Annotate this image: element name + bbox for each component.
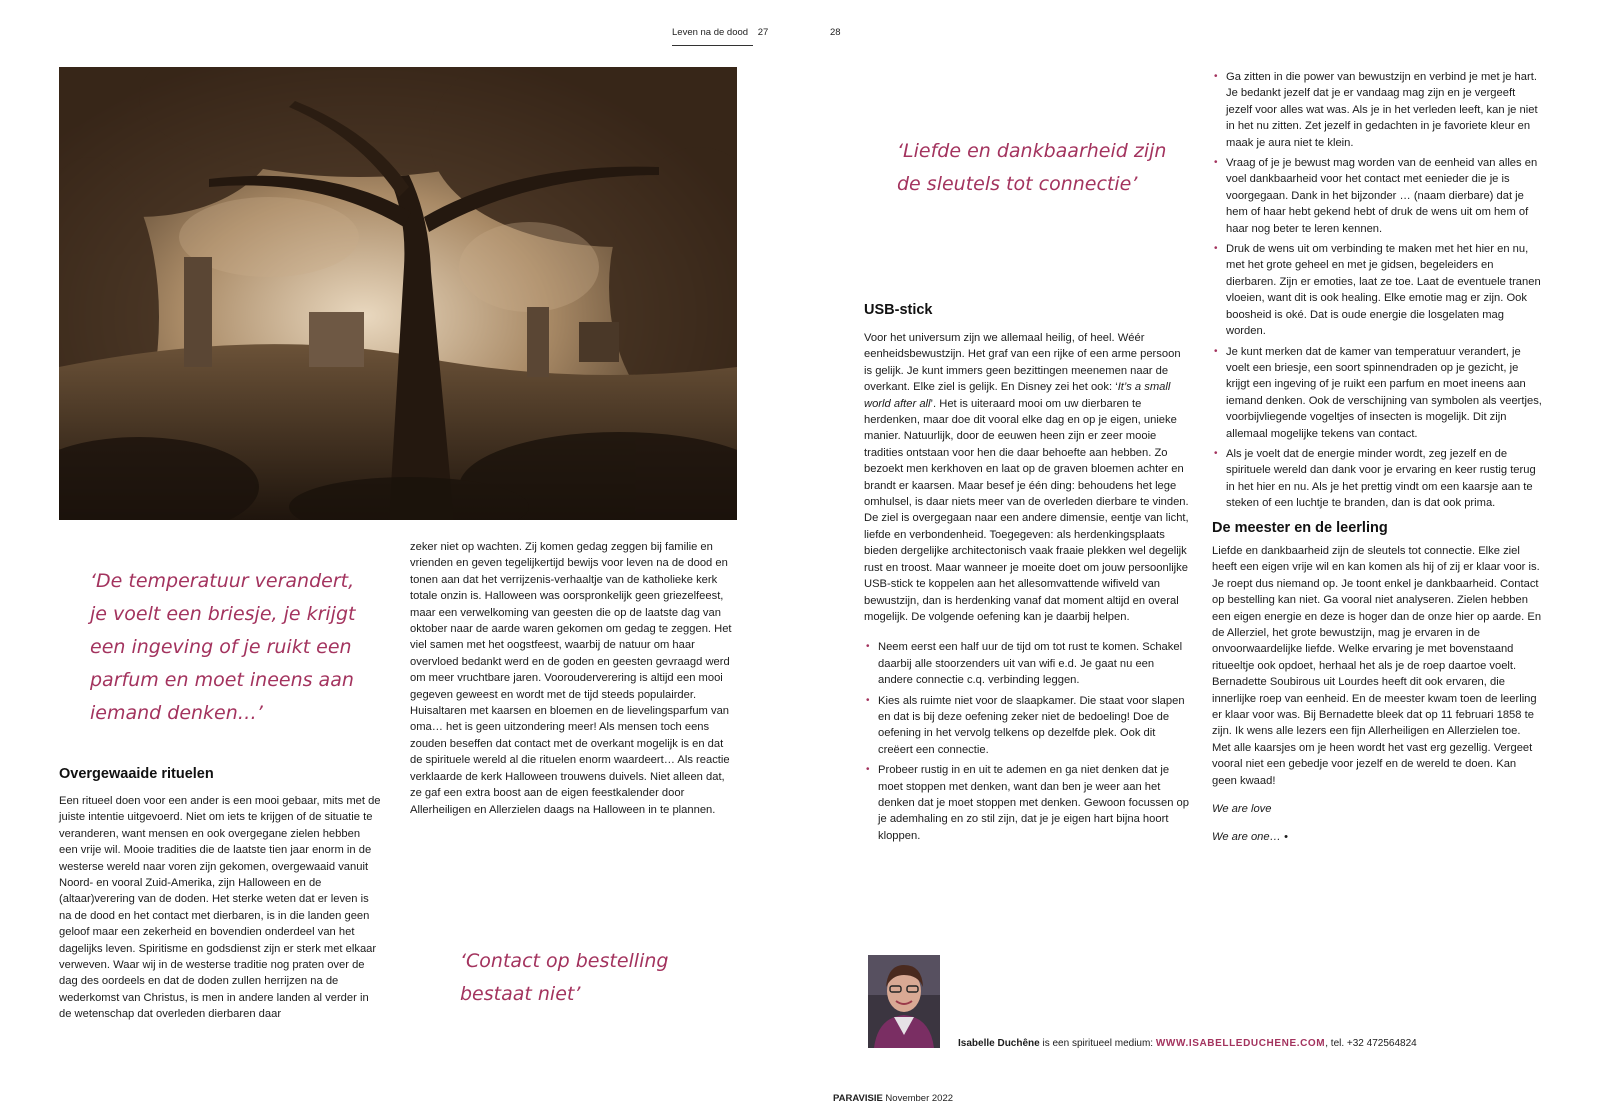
column-1-text <box>59 793 381 1023</box>
pull-quote-contact <box>460 945 668 1011</box>
italic-quote: It’s a small world after all <box>864 381 1171 410</box>
pull-quote-liefde <box>897 135 1166 201</box>
quote-line: parfum en moet ineens aan <box>90 669 354 691</box>
section-title: Leven na de dood <box>672 27 749 38</box>
quote-line: je voelt een briesje, je krijgt <box>90 603 356 625</box>
list-item: • Kies als ruimte niet voor de slaapkamer. Die staat voor slapen en dat is bij deze oefening zeker niet de bedoeling! Doe de oefening in het vervolg telkens op dezelfde plek. Ook dit creëert een connectie. <box>864 693 1190 759</box>
pull-quote-temperature <box>90 565 355 730</box>
photo-illustration <box>59 67 737 520</box>
column-4-text <box>1212 69 1542 846</box>
author-name: Isabelle Duchêne <box>958 1038 1040 1049</box>
quote-line: ‘De temperatuur verandert, <box>90 570 355 592</box>
list-item: • Ga zitten in die power van bewustzijn en verbind je met je hart. Je bedankt jezelf dat je er vandaag mag zijn en je vergeeft jezelf voor alles wat was. Als je in het verleden leeft, kan je niet in het nu zitten. Zet jezelf in gedachten in je favoriete kleur en maak je aura niet te klein. <box>1212 69 1542 151</box>
quote-line: iemand denken…’ <box>90 702 263 724</box>
page-number-left: 27 <box>757 27 769 38</box>
list-item: • Vraag of je je bewust mag worden van de eenheid van alles en voel dankbaarheid voor het contact met eenieder die je is voorgegaan. Dank in het bijzonder … (naam dierbare) dat je hem of haar hebt gekend hebt of druk de wens uit om hem of haar nog beter te leren kennen. <box>1212 155 1542 237</box>
avatar-illustration <box>868 955 940 1048</box>
author-credit <box>958 1038 1417 1049</box>
paragraph: Liefde en dankbaarheid zijn de sleutels tot connectie. Elke ziel heeft een eigen vrije wil en kan komen als hij of zij er klaar voor is. Je roept dus niemand op. Je toont enkel je dankbaarheid. Contact op bestelling kan niet. Ga vooral niet analyseren. Zielen hebben een eigen energie en deze is hoger dan de onze hier op aarde. En de Allerziel, het grote bewustzijn, mag je ervaren in de onvoorwaardelijke liefde. Welke ervaring je met bovenstaand ritueeltje ook opdoet, herhaal het als je de roep daartoe voelt. Bernadette Soubirous uit Lourdes heeft dit ook ervaren, die innerlijke roep van eenheid. En de meester kwam toen de leerling er klaar voor was. Bij Bernadette bleek dat op 11 februari 1858 te zijn. Ik wens alle lezers een fijn Allerheiligen en Allerzielen toe. Met alle kaarsjes om je heen wordt het vast erg gezellig. Vergeet vooral niet een gebedje voor jezelf en de wereld te doen. Kan geen kwaad! <box>1212 544 1542 787</box>
sign-off-love: We are love <box>1212 803 1272 816</box>
list-item: • Als je voelt dat de energie minder wordt, zeg jezelf en de spirituele wereld dan dank voor je ervaring en keer rustig terug in het hier en nu. Als je het prettig vindt om een kaarsje aan te steken of een luchtje te branden, dan is dat ook prima. <box>1212 446 1542 512</box>
author-phone: , tel. +32 472564824 <box>1325 1038 1417 1049</box>
exercise-list-a <box>864 639 1190 844</box>
exercise-list-b <box>1212 69 1542 512</box>
heading-usb-stick: USB-stick <box>864 302 933 318</box>
heading-meester-leerling: De meester en de leerling <box>1212 519 1388 536</box>
page-number-right: 28 <box>830 27 841 38</box>
list-item: • Druk de wens uit om verbinding te maken met het hier en nu, met het grote geheel en met je gidsen, begeleiders en dierbaren. Zijn er emoties, laat ze toe. Laat de eventuele tranen vloeien, want dit is ook healing. Elke emotie mag er zijn. Ook boosheid is oké. Dat is oude energie die losgelaten mag worden. <box>1212 241 1542 339</box>
running-header <box>672 27 768 38</box>
author-desc: is een spiritueel medium: <box>1039 1038 1156 1049</box>
heading-overgewaaide-rituelen: Overgewaaide rituelen <box>59 766 214 782</box>
column-3-text <box>864 330 1190 848</box>
end-mark: • <box>1283 831 1288 844</box>
sign-off-text: We are one… <box>1212 831 1281 844</box>
author-website-link[interactable]: WWW.ISABELLEDUCHENE.COM <box>1155 1038 1326 1049</box>
quote-line: de sleutels tot connectie’ <box>897 173 1138 195</box>
list-item: • Je kunt merken dat de kamer van temperatuur verandert, je voelt een briesje, een soort spinnendraden op je gezicht, je krijgt een ingeving of je ruikt een parfum en moet ineens aan iemand denken. Ook de verschijning van symbolen als veertjes, voorbijvliegende vogeltjes of insecten is mogelijk. Dit zijn allemaal mogelijke tekens van contact. <box>1212 344 1542 442</box>
paragraph <box>864 330 1190 625</box>
magazine-brand: PARAVISIE <box>833 1093 883 1104</box>
quote-line: een ingeving of je ruikt een <box>90 636 352 658</box>
column-2-text <box>410 539 735 818</box>
list-item: • Probeer rustig in en uit te ademen en ga niet denken dat je moet stoppen met denken, want dan ben je weer aan het denken dat je moet stoppen met denken. Gewoon focussen op je ademhaling en zo stil zijn, dat je je eigen hart bijna hoort kloppen. <box>864 762 1190 844</box>
paragraph: zeker niet op wachten. Zij komen gedag zeggen bij familie en vrienden en geven tegelijkertijd bewijs voor leven na de dood en tonen aan dat het verrijzenis-verhaaltje van de katholieke kerk totale onzin is. Halloween was oorspronkelijk geen griezelfeest, maar een verwelkoming van geesten die op de laatste dag van oktober naar de aarde waren gekomen om gedag te zeggen. Het viel samen met het oogstfeest, waarbij de natuur om haar overvloed bedankt werd en de goden en geesten gevraagd werd om meer vruchtbare jaren. Voorouderverering is altijd een mooi gegeven geweest en wordt met de tijd steeds populairder. Huisaltaren met kaarsen en bloemen en de lievelingsparfum van oma… het is geen uitzondering meer! Als mensen toch eens zouden beseffen dat contact met de overkant mogelijk is en dat de spirituele wereld al die rituelen enorm waardeert… Als reactie verklaarde de kerk Halloween trouwens duivels. Niet alleen dat, ze gaf een extra boost aan de eigen feestkalender door Allerheiligen en Allerzielen daags na Halloween in te plannen. <box>410 541 732 816</box>
sign-off-one <box>1212 829 1542 845</box>
header-rule <box>672 45 753 46</box>
cemetery-tree-photo <box>59 67 737 520</box>
author-portrait <box>868 955 940 1048</box>
paragraph: Een ritueel doen voor een ander is een mooi gebaar, mits met de juiste intentie uitgevoerd. Niet om iets te krijgen of de situatie te veranderen, want mensen en ook overgegane zielen hebben een vrije wil. Mooie tradities die de laatste tien jaar enorm in de westerse wereld naar voren zijn gekomen, overgewaaid vanuit Noord- en vooral Zuid-Amerika, zijn Halloween en de (altaar)verering van de doden. Het sterke weten dat er leven is na de dood en het contact met dierbaren, is in die landen geen geloof maar een zekerheid en bovendien onderdeel van het dagelijks leven. Spiritisme en godsdienst zijn er sterk met elkaar verweven. Waar wij in de westerse traditie nog praten over de dag des oordeels en dat de doden zullen herrijzen na de wederkomst van Christus, is men in andere landen al verder in de wetenschap dat overleden dierbaren daar <box>59 795 381 1021</box>
magazine-issue: November 2022 <box>882 1093 954 1104</box>
text-run: Voor het universum zijn we allemaal heilig, of heel. Wéér eenheidsbewustzijn. Het graf van een rijke of een arme persoon is gelijk. Je kunt immers geen bezittingen meenemen naar de overkant. Elke ziel is gelijk. En Disney zei het ook: ‘ <box>864 332 1181 394</box>
quote-line: ‘Contact op bestelling <box>460 950 669 972</box>
quote-line: ‘Liefde en dankbaarheid zijn <box>897 140 1167 162</box>
text-run: ’. Het is uiteraard mooi om uw dierbaren te herdenken, maar doe dit vooral elke dag en op je eigen, unieke manier. Natuurlijk, door de eeuwen heen zijn er zeer mooie tradities ontstaan voor hen die daar behoefte aan hebben. Zo bezoekt men kerkhoven en laat op de graven bloemen achter en brandt er kaarsen. Maar besef je één ding: behoudens het lege omhulsel, is daar niets meer van de overleden dierbare te vinden. De ziel is overgegaan naar een andere dimensie, eentje van licht, liefde en verbondenheid. Toegegeven: als herdenkingsplaats bieden dergelijke architectonisch vaak fraaie plekken wel degelijk rust en troost. Maar wanneer je moeite doet om jouw persoonlijke USB-stick te koppelen aan het allesomvattende wifiveld van bewustzijn, dan is herdenking vanaf dat moment altijd en overal mogelijk. De volgende oefening kan je daarbij helpen. <box>864 397 1189 623</box>
list-item: • Neem eerst een half uur de tijd om tot rust te komen. Schakel daarbij alle stoorzenders uit van wifi e.d. Je gaat nu een andere connectie c.q. verbinding leggen. <box>864 639 1190 688</box>
page-footer <box>833 1093 953 1104</box>
quote-line: bestaat niet’ <box>460 983 581 1005</box>
